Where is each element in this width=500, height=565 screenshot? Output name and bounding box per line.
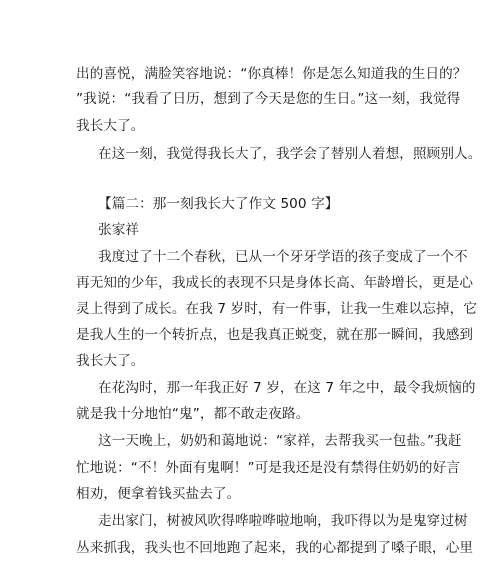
author-name: 张家祥 (98, 222, 140, 238)
text-line: 相劝，便拿着钱买盐去了。 (76, 486, 241, 502)
text-line: 我长大了。 (76, 353, 145, 369)
text-line: 忙地说：“不！外面有鬼啊！”可是我还是没有禁得住奶奶的好言 (76, 460, 461, 476)
text-line: 丛来抓我，我头也不回地跑了起来，我的心都提到了嗓子眼，心里 (76, 540, 474, 556)
paragraph-line: 走出家门，树被风吹得哗啦哗啦地响，我吓得以为是鬼穿过树 (98, 513, 468, 529)
paragraph-line: 在花沟时，那一年我正好 7 岁，在这 7 年之中，最令我烦恼的 (98, 380, 476, 396)
text-line: 我长大了。 (76, 118, 145, 134)
text-line: ”我说：“我看了日历，想到了今天是您的生日。”这一刻，我觉得 (76, 91, 461, 107)
paragraph-line: 我度过了十二个春秋，已从一个牙牙学语的孩子变成了一个不 (98, 249, 468, 265)
text-line: 就是我十分地怕“鬼”，都不敢走夜路。 (76, 406, 310, 422)
text-line: 出的喜悦，满脸笑容地说：“你真棒！你是怎么知道我的生日的？ (76, 66, 467, 82)
text-line: 灵上得到了成长。在我 7 岁时，有一件事，让我一生难以忘掉，它 (76, 301, 478, 317)
section-heading: 【篇二：那一刻我长大了作文 500 字】 (98, 196, 339, 212)
paragraph-line: 这一天晚上，奶奶和蔼地说：“家祥，去帮我买一包盐。”我赶 (98, 433, 462, 449)
text-line: 再无知的少年，我成长的表现不只是身体长高、年龄增长，更是心 (76, 275, 474, 291)
text-line: 是我人生的一个转折点，也是我真正蜕变，就在那一瞬间，我感到 (76, 327, 474, 343)
paragraph-line: 在这一刻，我觉得我长大了，我学会了替别人着想，照顾别人。 (98, 146, 482, 162)
